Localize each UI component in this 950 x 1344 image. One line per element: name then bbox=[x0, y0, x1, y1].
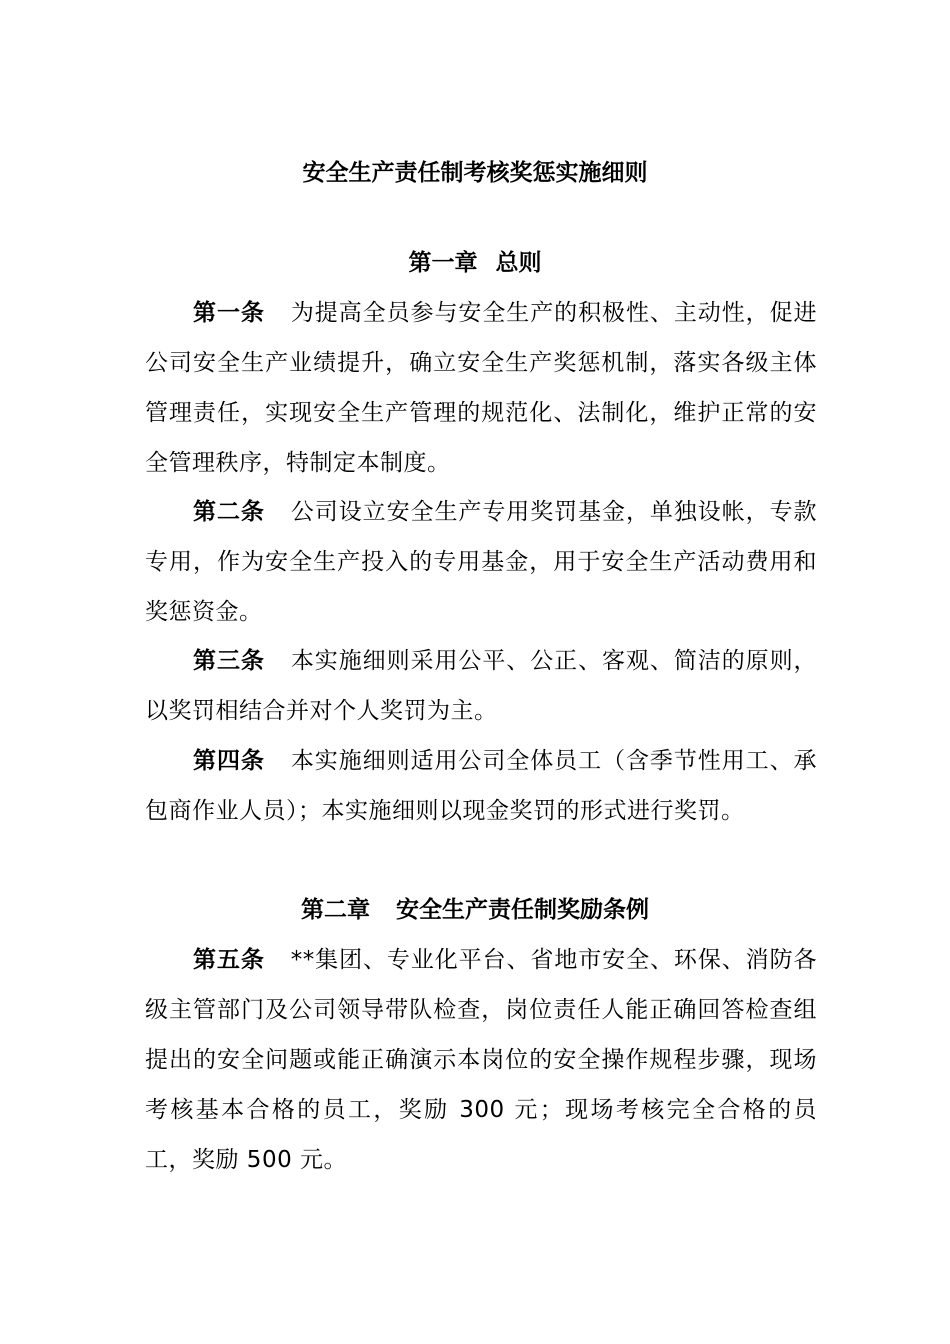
article-label: 第二条 bbox=[193, 499, 265, 525]
article-text: 本实施细则适用公司全体员工（含季节性用工、承包商作业人员）；本实施细则以现金奖罚的形式进行奖罚。 bbox=[145, 748, 817, 824]
article-text: 为提高全员参与安全生产的积极性、主动性，促进公司安全生产业绩提升，确立安全生产奖惩机制，落实各级主体管理责任，实现安全生产管理的规范化、法制化，维护正常的安全管理秩序，特制定本制度。 bbox=[145, 300, 817, 476]
article-text: **集团、专业化平台、省地市安全、环保、消防各级主管部门及公司领导带队检查，岗位责任人能正确回答检查组提出的安全问题或能正确演示本岗位的安全操作规程步骤，现场考核基本合格的员工，奖励 300 元；现场考核完全合格的员工，奖励 500 元。 bbox=[145, 947, 817, 1173]
chapter-name: 安全生产责任制奖励条例 bbox=[396, 897, 649, 923]
chapter-name: 总则 bbox=[495, 250, 542, 276]
article-text: 本实施细则采用公平、公正、客观、简洁的原则，以奖罚相结合并对个人奖罚为主。 bbox=[145, 648, 817, 724]
article-4 bbox=[145, 736, 817, 836]
chapter-heading-1 bbox=[0, 245, 950, 281]
article-label: 第四条 bbox=[193, 748, 265, 774]
article-5 bbox=[145, 935, 817, 1185]
article-3 bbox=[145, 636, 817, 736]
article-text: 公司设立安全生产专用奖罚基金，单独设帐，专款专用，作为安全生产投入的专用基金，用于安全生产活动费用和奖惩资金。 bbox=[145, 499, 817, 625]
article-label: 第五条 bbox=[193, 947, 265, 973]
article-2 bbox=[145, 487, 817, 637]
chapter-heading-2 bbox=[0, 892, 950, 928]
document-title: 安全生产责任制考核奖惩实施细则 bbox=[302, 160, 648, 186]
article-label: 第一条 bbox=[193, 300, 265, 326]
article-1 bbox=[145, 288, 817, 488]
chapter-number: 第一章 bbox=[408, 250, 478, 276]
article-label: 第三条 bbox=[193, 648, 265, 674]
chapter-number: 第二章 bbox=[301, 897, 370, 923]
